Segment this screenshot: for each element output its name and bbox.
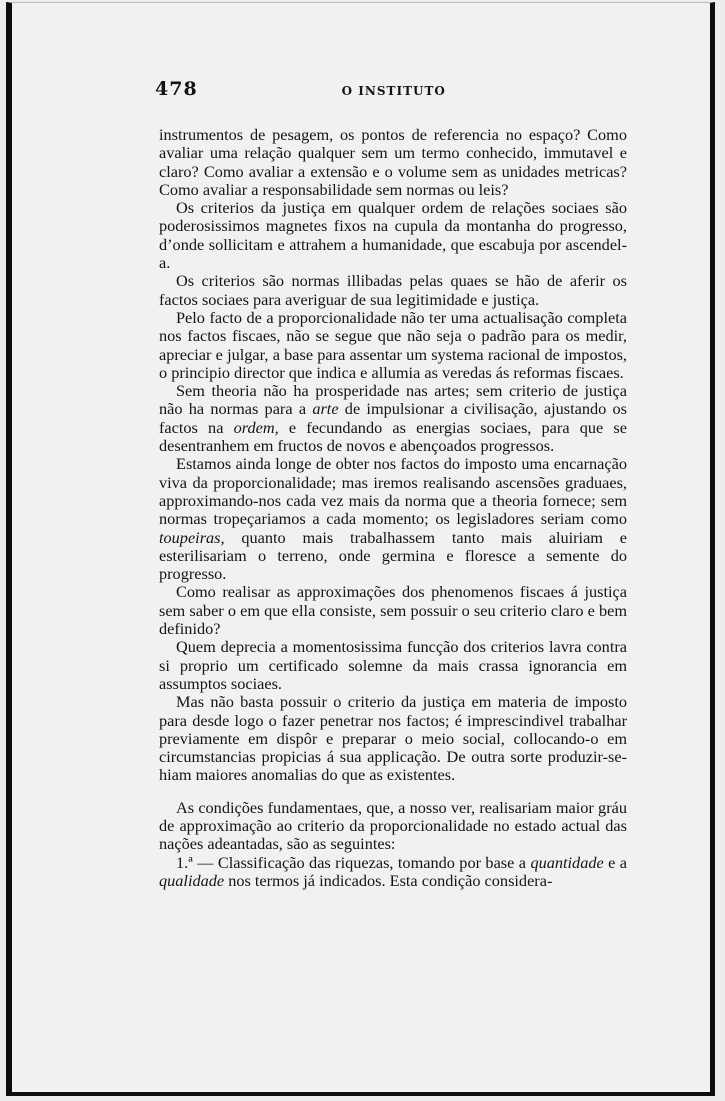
- paragraph-text: Mas não basta possuir o criterio da justiça em materia de imposto para desde logo o fazer penetrar nos factos; é imprescindivel trabalhar previamente em dispôr e preparar o meio social, collocando-o em circumstancias propicias á sua applicação. De outra sorte produzir-se-hiam maiores anomalias do que as existentes.: [159, 692, 627, 785]
- page-number: 478: [155, 78, 198, 100]
- paragraph-text: As condições fundamentaes, que, a nosso ver, realisariam maior gráu de approximação ao criterio da proporcionalidade no estado actual das nações adeantadas, são as seguintes:: [159, 797, 627, 854]
- body-text: [159, 126, 627, 890]
- paragraph: [159, 799, 627, 854]
- paragraph-text: Estamos ainda longe de obter nos factos do imposto uma encarnação viva da proporcionalidade; mas iremos realisando ascensões graduaes, approximando-nos cada vez mais da norma que a theoria fornece; sem normas tropeçariamos a cada momento; os legisladores seriam como: [159, 454, 627, 529]
- italic-text: qualidade: [159, 870, 225, 890]
- paragraph-text: Quem deprecia a momentosissima funcção dos criterios lavra contra si proprio um certificado solemne da mais crassa ignorancia em assumptos sociaes.: [159, 637, 627, 693]
- italic-text: toupeiras,: [159, 527, 225, 547]
- italic-text: quantidade: [530, 852, 604, 872]
- paragraph: [159, 693, 627, 784]
- paragraph: [159, 126, 627, 199]
- paragraph-text: Pelo facto de a proporcionalidade não ter uma actualisação completa nos factos fiscaes, não se segue que não seja o padrão para os medir, apreciar e julgar, a base para assentar um systema racional de impostos, o principio director que indica e allumia as veredas ás reformas fiscaes.: [159, 307, 627, 382]
- paragraph: [159, 455, 627, 583]
- paragraph: [159, 309, 627, 382]
- paragraph-text: instrumentos de pesagem, os pontos de referencia no espaço? Como avaliar uma relação qualquer sem um termo conhecido, immutavel e claro? Como avaliar a extensão e o volume sem as unidades metricas? Como avaliar a responsabilidade sem normas ou leis?: [159, 125, 627, 199]
- paragraph-text: de impulsionar a civilisação, ajustando os factos na: [159, 399, 627, 437]
- paragraph-text: 1.ª — Classificação das riquezas, tomando por base a: [176, 852, 531, 872]
- paragraph-text: e a: [603, 852, 628, 872]
- paragraph-text: nos termos já indicados. Esta condição considera-: [224, 870, 553, 890]
- paragraph: [159, 272, 627, 309]
- paragraph-text: quanto mais trabalhassem tanto mais aluiriam e esterilisariam o terreno, onde germina e floresce a semente do progresso.: [159, 527, 627, 584]
- running-header: [155, 78, 627, 108]
- paragraph: [159, 854, 627, 891]
- paragraph-text: Os criterios são normas illibadas pelas quaes se hão de aferir os factos sociaes para averiguar de sua legitimidade e justiça.: [159, 271, 627, 309]
- paragraph-text: Sem theoria não ha prosperidade nas artes; sem criterio de justiça não ha normas para a: [159, 381, 627, 419]
- paragraph: [159, 382, 627, 455]
- paragraph: [159, 583, 627, 638]
- running-title: O INSTITUTO: [341, 84, 446, 98]
- paragraph: [159, 638, 627, 693]
- italic-text: ordem,: [233, 417, 279, 437]
- paragraph: [159, 199, 627, 272]
- paragraph-text: e fecundando as energias sociaes, para que se desentranhem em fructos de novos e abençoados progressos.: [159, 417, 627, 456]
- paragraph-text: Como realisar as approximações dos phenomenos fiscaes á justiça sem saber o em que ella consiste, sem possuir o seu criterio claro e bem definido?: [159, 582, 627, 639]
- paragraph-text: Os criterios da justiça em qualquer ordem de relações sociaes são poderosissimos magnetes fixos na cupula da montanha do progresso, d’onde sollicitam e attrahem a humanidade, que escabuja por ascendel-a.: [159, 198, 627, 273]
- italic-text: arte: [312, 399, 339, 419]
